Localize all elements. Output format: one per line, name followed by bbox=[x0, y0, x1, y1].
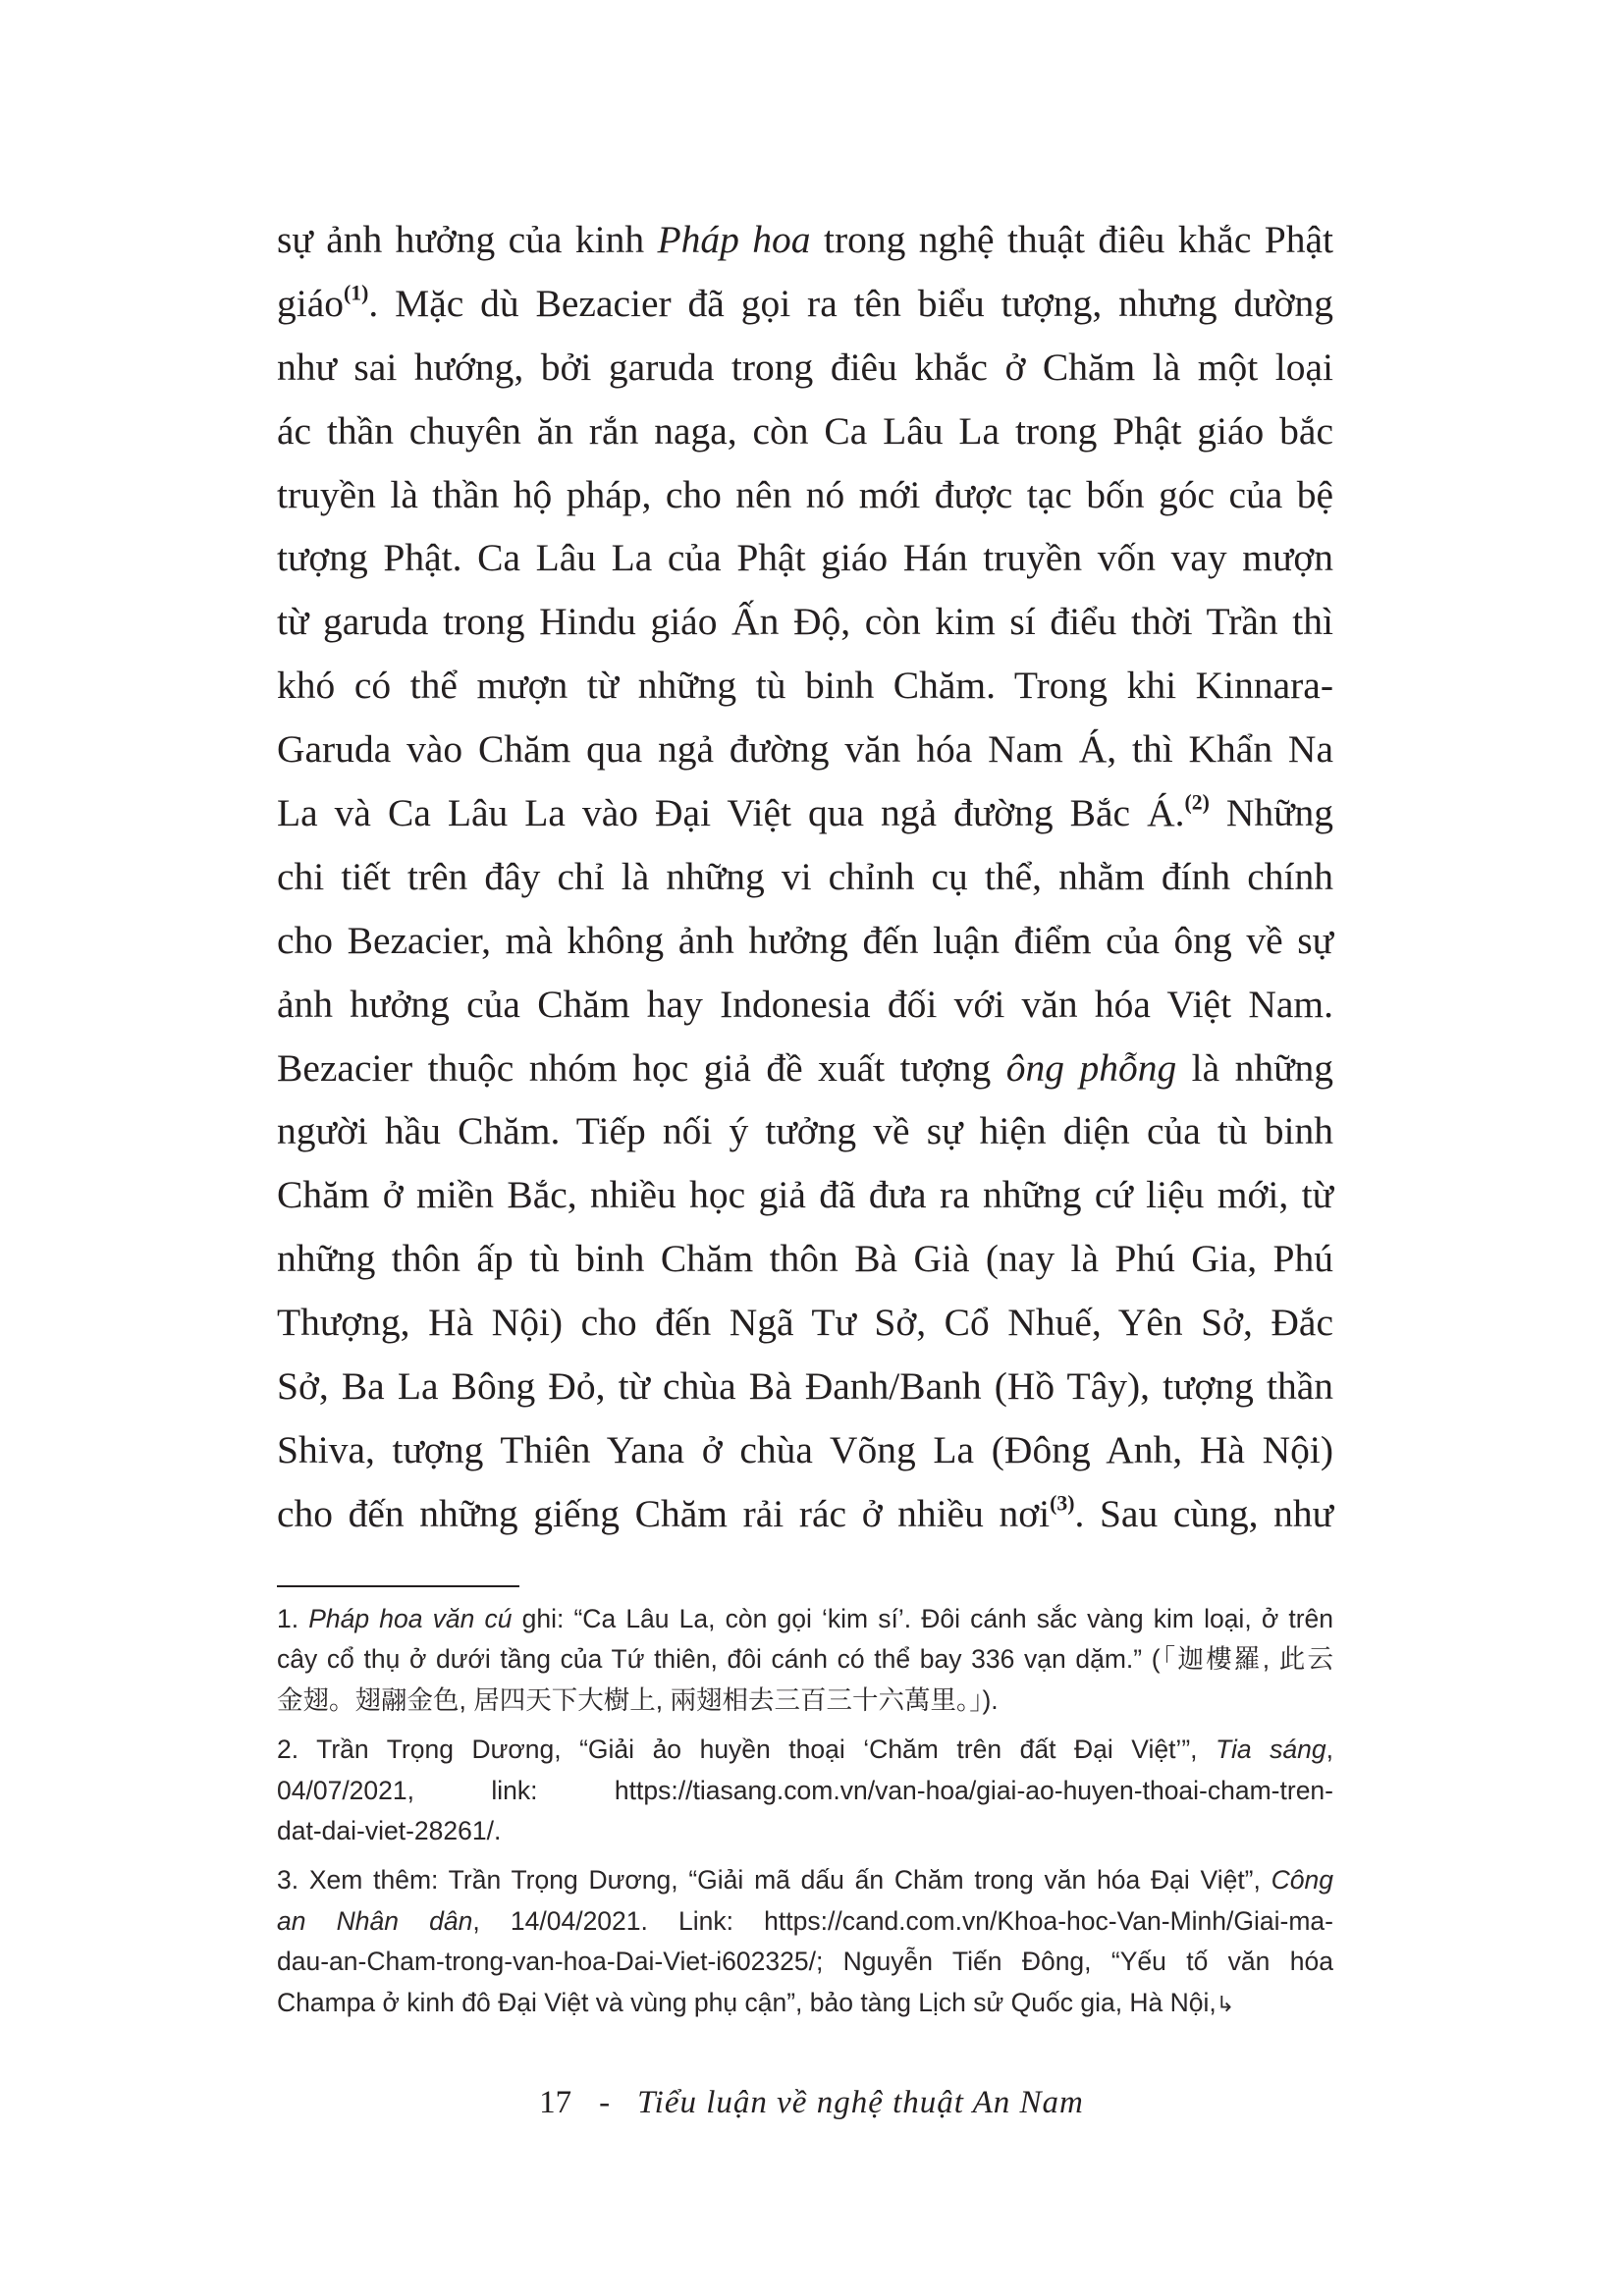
line-text: như sai hướng, bởi garuda trong điêu khắc ở Chăm là một loại bbox=[277, 345, 1333, 389]
line-text-cont: , bbox=[1325, 1735, 1333, 1765]
line-text: 1. bbox=[277, 1604, 309, 1633]
body-line bbox=[277, 590, 1333, 654]
footnote-line bbox=[277, 1730, 1333, 1770]
line-text-cont: . Sau cùng, như bbox=[1074, 1491, 1333, 1535]
footnote-line bbox=[277, 1771, 1333, 1811]
line-text: những thôn ấp tù binh Chăm thôn Bà Già (nay là Phú Gia, Phú bbox=[277, 1237, 1333, 1281]
body-line bbox=[277, 654, 1333, 718]
body-line bbox=[277, 909, 1333, 973]
footnote-1 bbox=[277, 1599, 1333, 1721]
footnote-divider bbox=[277, 1585, 519, 1587]
line-text: dau-an-Cham-trong-van-hoa-Dai-Viet-i602325/; Nguyễn Tiến Đông, “Yếu tố văn hóa bbox=[277, 1947, 1333, 1977]
line-text: Chăm ở miền Bắc, nhiều học giả đã đưa ra những cứ liệu mới, từ bbox=[277, 1173, 1333, 1217]
body-line bbox=[277, 1482, 1333, 1546]
footnote-2 bbox=[277, 1730, 1333, 1851]
line-text: Bezacier thuộc nhóm học giả đề xuất tượng bbox=[277, 1045, 1006, 1090]
running-title: Tiểu luận về nghệ thuật An Nam bbox=[637, 2085, 1084, 2120]
page-footer bbox=[0, 2085, 1623, 2121]
line-text: La và Ca Lâu La vào Đại Việt qua ngả đường Bắc Á. bbox=[277, 791, 1185, 835]
body-line bbox=[277, 400, 1333, 463]
line-text: người hầu Chăm. Tiếp nối ý tưởng về sự hiện diện của tù binh bbox=[277, 1109, 1333, 1153]
body-line bbox=[277, 845, 1333, 909]
line-text: giáo bbox=[277, 281, 345, 325]
body-line bbox=[277, 1418, 1333, 1482]
line-text: cây cổ thụ ở dưới tầng của Tứ thiên, đôi cánh có thể bay 336 vạn dặm.” (「迦樓羅, 此云 bbox=[277, 1644, 1333, 1675]
body-line bbox=[277, 526, 1333, 590]
line-text-cont: , 14/04/2021. Link: https://cand.com.vn/Khoa-hoc-Van-Minh/Giai-ma- bbox=[472, 1905, 1333, 1936]
line-text: tượng Phật. Ca Lâu La của Phật giáo Hán truyền vốn vay mượn bbox=[277, 536, 1333, 580]
body-line bbox=[277, 973, 1333, 1037]
footnotes bbox=[277, 1599, 1333, 2033]
body-line bbox=[277, 336, 1333, 400]
line-text: Garuda vào Chăm qua ngả đường văn hóa Nam Á, thì Khẩn Na bbox=[277, 727, 1333, 772]
line-text: ác thần chuyên ăn rắn naga, còn Ca Lâu La trong Phật giáo bắc bbox=[277, 408, 1333, 453]
body-text bbox=[277, 208, 1333, 1546]
line-text: 04/07/2021, link: https://tiasang.com.vn/van-hoa/giai-ao-huyen-thoai-cham-tren- bbox=[277, 1775, 1333, 1805]
continuation-icon: ↳ bbox=[1216, 1991, 1235, 2016]
line-text: từ garuda trong Hindu giáo Ấn Độ, còn kim sí điểu thời Trần thì bbox=[277, 600, 1333, 644]
line-text-cont: ghi: “Ca Lâu La, còn gọi ‘kim sí’. Đôi cánh sắc vàng kim loại, ở trên bbox=[512, 1604, 1333, 1633]
body-line bbox=[277, 1163, 1333, 1227]
body-line bbox=[277, 1355, 1333, 1418]
line-text: cho đến những giếng Chăm rải rác ở nhiều nơi bbox=[277, 1491, 1051, 1535]
footnote-line bbox=[277, 1942, 1333, 1982]
body-line bbox=[277, 1227, 1333, 1291]
line-text-cont: là những bbox=[1176, 1045, 1334, 1090]
italic-text: Pháp hoa văn cú bbox=[308, 1604, 513, 1633]
footnote-ref: (1) bbox=[344, 281, 369, 305]
line-text: Champa ở kinh đô Đại Việt và vùng phụ cận”, bảo tàng Lịch sử Quốc gia, Hà Nội, bbox=[277, 1987, 1217, 2017]
line-text: cho Bezacier, mà không ảnh hưởng đến luận điểm của ông về sự bbox=[277, 918, 1333, 962]
footnote-ref: (3) bbox=[1050, 1491, 1075, 1516]
line-text: ảnh hưởng của Chăm hay Indonesia đối với văn hóa Việt Nam. bbox=[277, 982, 1333, 1026]
body-line bbox=[277, 208, 1333, 272]
italic-text: an Nhân dân bbox=[277, 1905, 473, 1936]
footnote-line bbox=[277, 1599, 1333, 1639]
footnote-line bbox=[277, 1983, 1333, 2024]
body-line bbox=[277, 272, 1333, 336]
line-text: chi tiết trên đây chỉ là những vi chỉnh cụ thể, nhằm đính chính bbox=[277, 854, 1333, 898]
line-text: sự ảnh hưởng của kinh bbox=[277, 218, 658, 261]
footer-separator: - bbox=[599, 2085, 611, 2120]
italic-text: Tia sáng bbox=[1216, 1735, 1326, 1765]
line-text: dat-dai-viet-28261/. bbox=[277, 1816, 502, 1846]
line-text: 3. Xem thêm: Trần Trọng Dương, “Giải mã dấu ấn Chăm trong văn hóa Đại Việt”, bbox=[277, 1865, 1271, 1896]
body-line bbox=[277, 781, 1333, 845]
footnote-3 bbox=[277, 1860, 1333, 2024]
body-line bbox=[277, 463, 1333, 527]
line-text-cont: . Mặc dù Bezacier đã gọi ra tên biểu tượng, nhưng dường bbox=[368, 281, 1333, 325]
footnote-line bbox=[277, 1681, 1333, 1721]
page-number: 17 bbox=[539, 2085, 572, 2120]
footnote-line bbox=[277, 1901, 1333, 1942]
italic-text: ông phỗng bbox=[1005, 1045, 1177, 1090]
line-text: Shiva, tượng Thiên Yana ở chùa Võng La (Đông Anh, Hà Nội) bbox=[277, 1427, 1333, 1471]
italic-text: Pháp hoa bbox=[657, 218, 811, 261]
body-line bbox=[277, 718, 1333, 781]
line-text: khó có thể mượn từ những tù binh Chăm. Trong khi Kinnara- bbox=[277, 664, 1333, 708]
footnote-ref: (2) bbox=[1184, 790, 1210, 815]
line-text: Sở, Ba La Bông Đỏ, từ chùa Bà Đanh/Banh (Hồ Tây), tượng thần bbox=[277, 1364, 1333, 1409]
line-text-cont: Những bbox=[1209, 791, 1334, 835]
body-line bbox=[277, 1037, 1333, 1100]
line-text-cont: trong nghệ thuật điêu khắc Phật bbox=[810, 218, 1333, 261]
line-text: 2. Trần Trọng Dương, “Giải ảo huyền thoại ‘Chăm trên đất Đại Việt’”, bbox=[277, 1735, 1217, 1765]
line-text: Thượng, Hà Nội) cho đến Ngã Tư Sở, Cổ Nhuế, Yên Sở, Đắc bbox=[277, 1301, 1333, 1345]
footnote-line bbox=[277, 1811, 1333, 1851]
footnote-line bbox=[277, 1639, 1333, 1680]
body-line bbox=[277, 1099, 1333, 1163]
italic-text: Công bbox=[1271, 1865, 1333, 1896]
line-text: 金翅。翅翮金色, 居四天下大樹上, 兩翅相去三百三十六萬里。」). bbox=[277, 1684, 999, 1715]
body-line bbox=[277, 1291, 1333, 1355]
footnote-line bbox=[277, 1860, 1333, 1900]
line-text: truyền là thần hộ pháp, cho nên nó mới được tạc bốn góc của bệ bbox=[277, 472, 1333, 516]
